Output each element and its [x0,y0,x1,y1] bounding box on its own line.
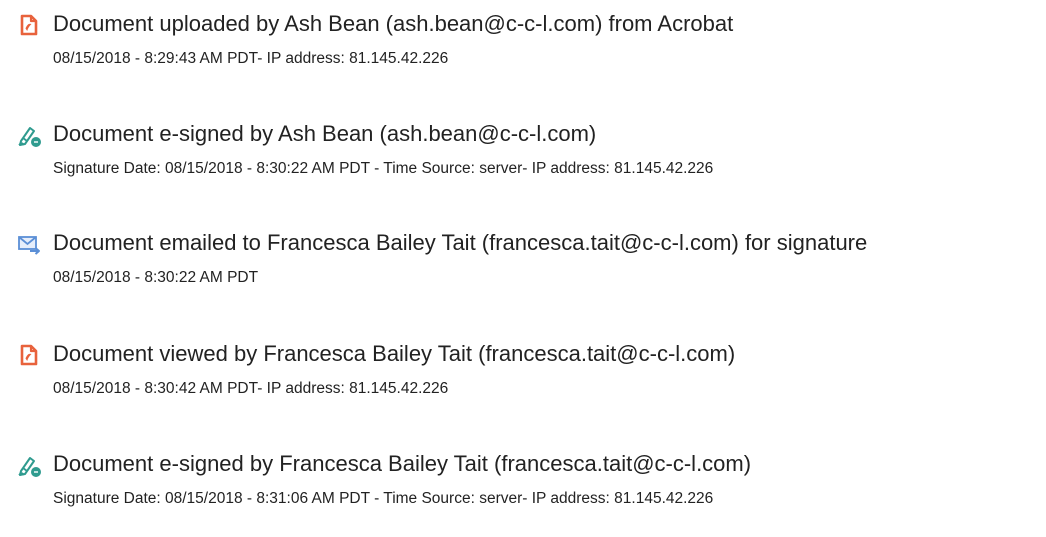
event-detail: 08/15/2018 - 8:30:22 AM PDT [53,269,259,286]
history-event-upload [0,10,1046,90]
event-title: Document e-signed by Ash Bean (ash.bean@c-c-l.com) [53,121,597,146]
event-detail: 08/15/2018 - 8:29:43 AM PDT- IP address: 81.145.42.226 [53,50,449,67]
esign-pen-icon [16,452,42,478]
history-event-esign [0,450,1046,530]
document-view-icon [16,342,42,368]
history-event-email [0,229,1046,309]
event-title: Document viewed by Francesca Bailey Tait (francesca.tait@c-c-l.com) [53,341,736,366]
event-title: Document uploaded by Ash Bean (ash.bean@c-c-l.com) from Acrobat [53,11,734,36]
history-event-esign [0,120,1046,200]
event-detail: 08/15/2018 - 8:30:42 AM PDT- IP address: 81.145.42.226 [53,380,449,397]
event-title: Document emailed to Francesca Bailey Tait (francesca.tait@c-c-l.com) for signature [53,230,868,255]
document-upload-icon [16,12,42,38]
history-event-view [0,340,1046,420]
email-send-icon [16,231,42,257]
event-detail: Signature Date: 08/15/2018 - 8:31:06 AM PDT - Time Source: server- IP address: 81.145.42.226 [53,490,714,507]
event-title: Document e-signed by Francesca Bailey Tait (francesca.tait@c-c-l.com) [53,451,752,476]
esign-pen-icon [16,122,42,148]
event-detail: Signature Date: 08/15/2018 - 8:30:22 AM PDT - Time Source: server- IP address: 81.145.42.226 [53,160,714,177]
